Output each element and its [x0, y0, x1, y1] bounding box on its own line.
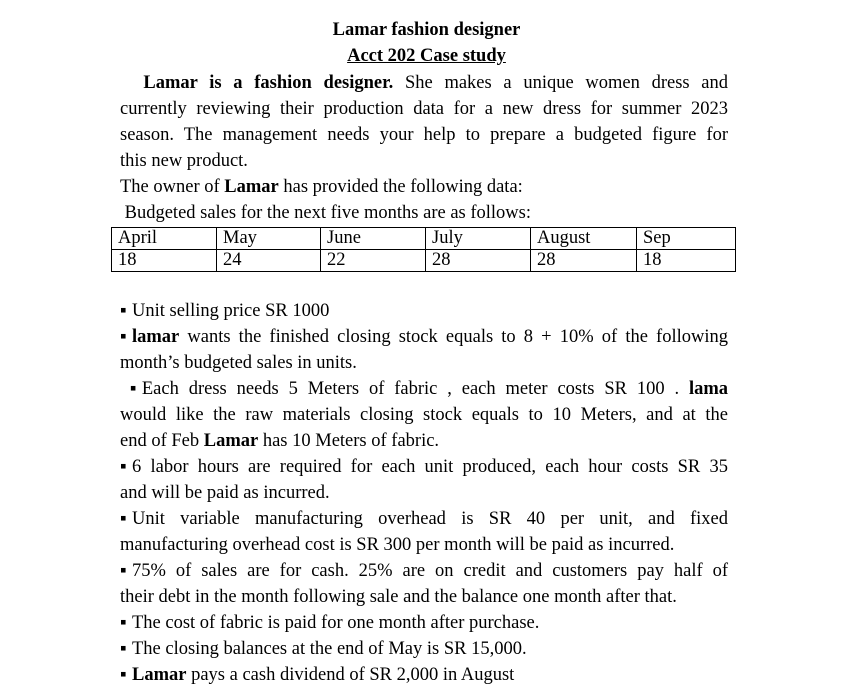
table-cell: 28 — [426, 250, 531, 272]
document-subtitle: Acct 202 Case study — [347, 46, 506, 66]
bullet-icon: ▪ — [120, 457, 127, 477]
owner-bold: Lamar — [224, 177, 279, 197]
list-item — [120, 298, 728, 324]
list-item — [120, 324, 728, 350]
list-item — [120, 662, 728, 688]
table-cell: April — [112, 228, 217, 250]
table-cell: 24 — [217, 250, 321, 272]
assumptions-list — [120, 298, 728, 688]
list-item-continuation: month’s budgeted sales in units. — [120, 353, 357, 373]
list-item — [120, 506, 728, 532]
table-row-units — [112, 250, 736, 272]
bullet-text: 6 labor hours are required for each unit produced, each hour costs SR 35 — [132, 457, 728, 477]
bullet-icon: ▪ — [120, 301, 127, 321]
list-item-continuation — [120, 428, 728, 454]
table-cell: May — [217, 228, 321, 250]
table-cell: August — [531, 228, 637, 250]
list-item — [120, 558, 728, 584]
bullet-text: end of Feb — [120, 431, 204, 451]
owner-post: has provided the following data: — [278, 177, 523, 197]
bullet-text: wants the finished closing stock equals to 8 + 10% of the following — [179, 327, 728, 347]
bullet-text: 75% of sales are for cash. 25% are on credit and customers pay half of — [132, 561, 728, 581]
table-cell: 28 — [531, 250, 637, 272]
table-cell: Sep — [637, 228, 736, 250]
bullet-icon: ▪ — [120, 613, 127, 633]
bullet-text: The closing balances at the end of May is SR 15,000. — [132, 639, 527, 659]
bullet-bold: Lamar — [203, 431, 259, 451]
list-item-continuation: manufacturing overhead cost is SR 300 per month will be paid as incurred. — [120, 535, 675, 555]
owner-pre: The owner of — [120, 177, 225, 197]
sales-intro-line — [120, 200, 728, 226]
bullet-bold: Lamar — [132, 665, 187, 685]
table-row-months — [112, 228, 736, 250]
bullet-text: has 10 Meters of fabric. — [258, 431, 440, 451]
intro-lead: Lamar is a fashion designer. — [143, 73, 394, 93]
bullet-icon: ▪ — [120, 561, 127, 581]
bullet-icon: ▪ — [120, 327, 127, 347]
bullet-icon: ▪ — [129, 379, 137, 399]
bullet-icon: ▪ — [120, 639, 127, 659]
bullet-text: pays a cash dividend of SR 2,000 in August — [186, 665, 515, 685]
intro-line-4: this new product. — [120, 151, 248, 171]
list-item-continuation: would like the raw materials closing stock equals to 10 Meters, and at the — [120, 405, 728, 425]
intro-paragraph — [120, 70, 728, 226]
table-cell: July — [426, 228, 531, 250]
intro-line-1 — [120, 70, 728, 96]
intro-line-3: season. The management needs your help to prepare a budgeted figure for — [120, 125, 728, 145]
table-cell: 18 — [112, 250, 217, 272]
table-cell: June — [321, 228, 426, 250]
bullet-bold: lamar — [132, 327, 180, 347]
bullet-icon: ▪ — [120, 509, 127, 529]
list-item-continuation: their debt in the month following sale and the balance one month after that. — [120, 587, 677, 607]
list-item — [120, 376, 728, 402]
intro-line-2: currently reviewing their production data for a new dress for summer 2023 — [120, 99, 728, 119]
intro-line-1-rest: She makes a unique women dress and — [405, 73, 729, 93]
table-cell: 18 — [637, 250, 736, 272]
budgeted-sales-table — [111, 227, 736, 272]
list-item — [120, 454, 728, 480]
owner-line — [120, 174, 728, 200]
bullet-text: Unit selling price SR 1000 — [132, 301, 330, 321]
table-cell: 22 — [321, 250, 426, 272]
bullet-icon: ▪ — [120, 665, 127, 685]
bullet-text: Unit variable manufacturing overhead is SR 40 per unit, and fixed — [132, 509, 728, 529]
bullet-bold: lama — [688, 379, 729, 399]
sales-intro-text: Budgeted sales for the next five months are as follows: — [124, 203, 532, 223]
bullet-text: Each dress needs 5 Meters of fabric , each meter costs SR 100 . — [141, 379, 680, 399]
document-title: Lamar fashion designer — [332, 20, 521, 40]
list-item-continuation: and will be paid as incurred. — [120, 483, 330, 503]
list-item — [120, 610, 728, 636]
list-item — [120, 636, 728, 662]
bullet-text: The cost of fabric is paid for one month after purchase. — [132, 613, 540, 633]
